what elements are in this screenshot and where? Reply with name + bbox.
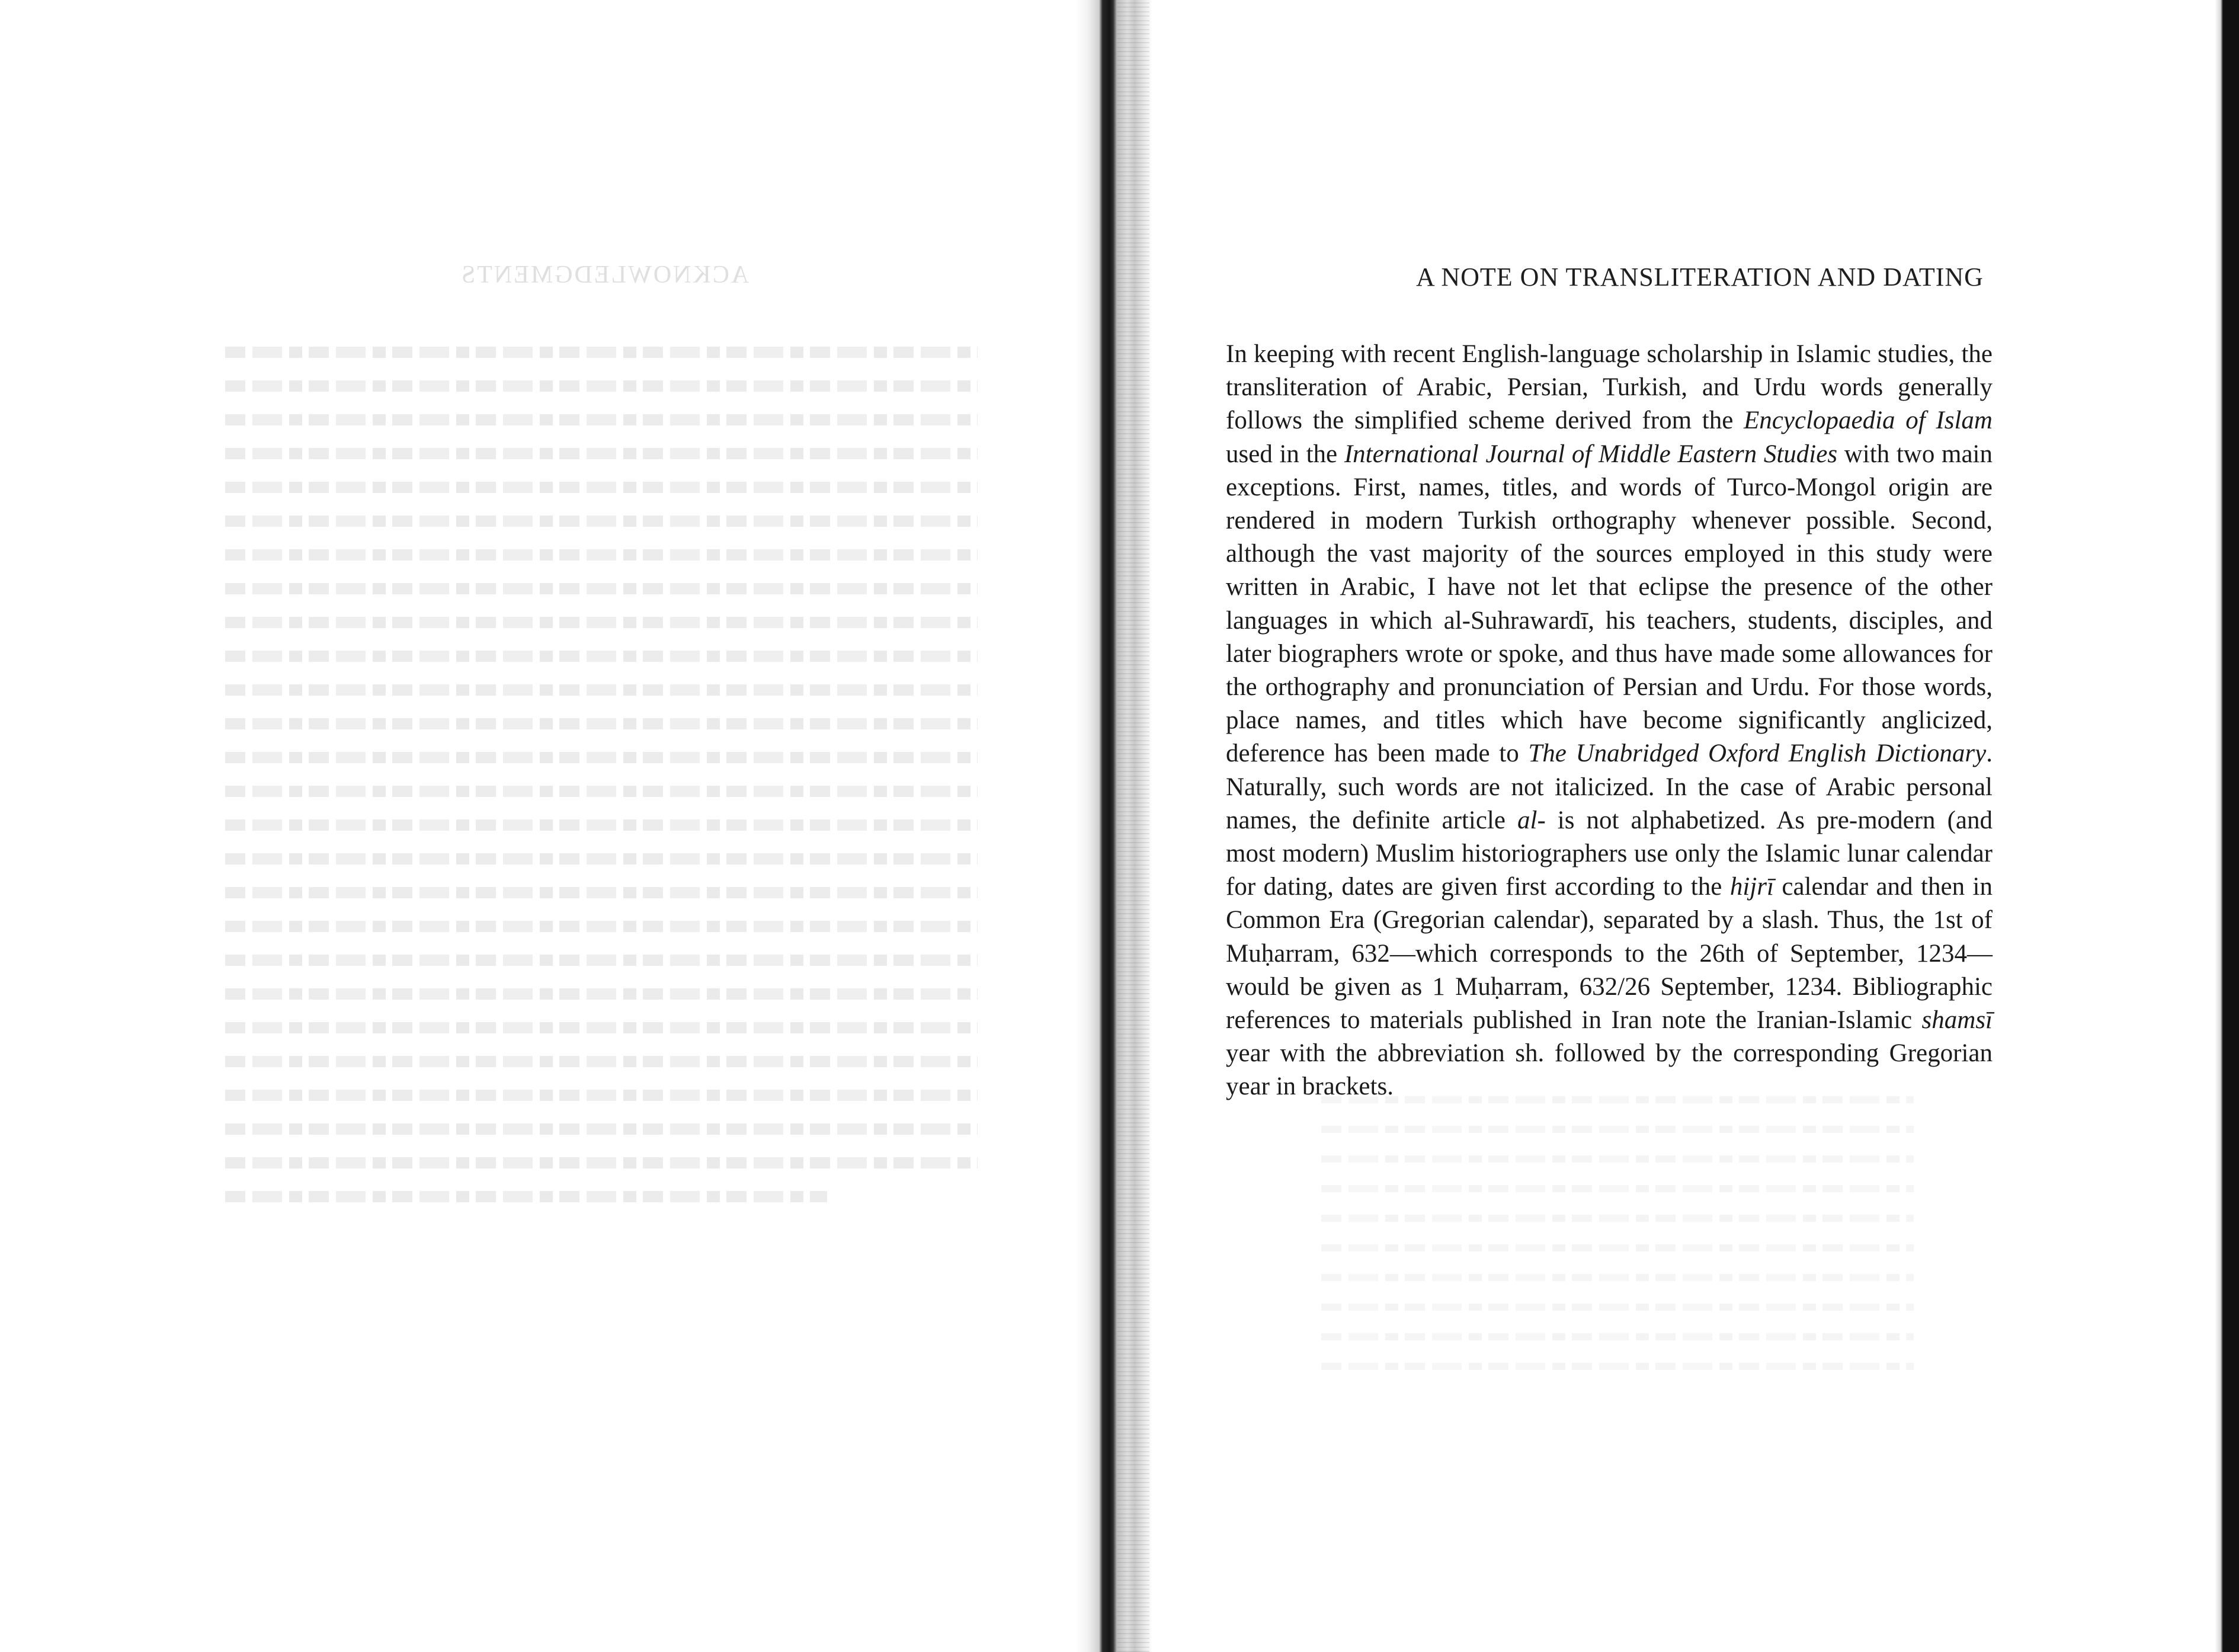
text-run: . Naturally, such words are not italicized. In the case of Arabic personal names, the definite article: [1226, 739, 1993, 834]
show-through-line: [225, 651, 978, 662]
show-through-line: [225, 988, 978, 1000]
show-through-line: [225, 1056, 978, 1067]
show-through-line: [225, 1022, 978, 1033]
show-through-line: [1321, 1333, 1914, 1340]
show-through-line: [225, 516, 978, 527]
show-through-line: [225, 887, 978, 898]
text-run: calendar and then in Common Era (Gregorian calendar), separated by a slash. Thus, the 1st of Muḥarram, 632—which corresponds to the 26th of September, 1234—would be given as 1 Muḥarram, 632/26 September, 1234. Bibliographic references to materials published in Iran note the Iranian-Islamic: [1226, 873, 1993, 1035]
show-through-line: [1321, 1244, 1914, 1251]
page-title: A NOTE ON TRANSLITERATION AND DATING: [1416, 262, 1984, 292]
show-through-text: [225, 347, 978, 1225]
text-run: is not alphabetized. As pre-modern (and most modern) Muslim historiographers use only the Islamic lunar calendar for dating, dates are given first according to the: [1226, 806, 1993, 901]
show-through-line: [225, 448, 978, 459]
text-run: In keeping with recent English-language scholarship in Islamic studies, the transliteration of Arabic, Persian, Turkish, and Urdu words generally follows the simplified scheme derived from the: [1226, 340, 1993, 435]
show-through-line: [225, 380, 978, 392]
body-paragraph: [1226, 338, 1993, 1104]
show-through-line: [1321, 1126, 1914, 1133]
show-through-line: [225, 1191, 827, 1202]
show-through-line: [225, 617, 978, 628]
page-edge-shadow: [2215, 0, 2239, 1652]
text-run: with two main exceptions. First, names, titles, and words of Turco-Mongol origin are rendered in modern Turkish orthography whenever possible. Second, although the vast majority of the sources employed in this study were written in Arabic, I have not let that eclipse the presence of the other languages in which al-Suhrawardī, his teachers, students, disciples, and later biographers wrote or spoke, and thus have made some allowances for the orthography and pronunciation of Persian and Urdu. For those words, place names, and titles which have become significantly anglicized, deference has been made to: [1226, 440, 1993, 768]
left-page: [0, 0, 1078, 1652]
italic-run: hijrī: [1729, 873, 1774, 901]
italic-run: al-: [1517, 806, 1546, 834]
italic-run: International Journal of Middle Eastern Studies: [1344, 440, 1838, 468]
show-through-line: [225, 718, 978, 729]
gutter-shadow: [1117, 0, 1149, 1652]
show-through-line: [225, 1157, 978, 1168]
show-through-line: [1321, 1363, 1914, 1370]
show-through-line: [1321, 1185, 1914, 1192]
show-through-line: [1321, 1155, 1914, 1163]
show-through-heading: ACKNOWLEDGMENTS: [459, 261, 749, 289]
show-through-line: [1321, 1096, 1914, 1103]
right-page: [1226, 0, 2174, 1652]
right-show-through: [1321, 1096, 1914, 1392]
show-through-line: [225, 684, 978, 696]
show-through-line: [225, 921, 978, 932]
show-through-line: [225, 347, 978, 358]
show-through-line: [1321, 1274, 1914, 1281]
show-through-line: [1321, 1304, 1914, 1311]
show-through-line: [225, 853, 978, 865]
show-through-line: [225, 549, 978, 561]
show-through-line: [225, 1090, 978, 1101]
show-through-line: [225, 1123, 978, 1135]
show-through-line: [225, 482, 978, 493]
text-run: used in the: [1226, 440, 1344, 468]
italic-run: shamsī: [1921, 1006, 1993, 1035]
show-through-line: [225, 955, 978, 966]
italic-run: The Unabridged Oxford English Dictionary: [1528, 739, 1987, 768]
show-through-line: [225, 414, 978, 425]
show-through-line: [225, 583, 978, 594]
show-through-line: [1321, 1215, 1914, 1222]
show-through-line: [225, 786, 978, 797]
show-through-line: [225, 819, 978, 831]
italic-run: Encyclopaedia of Islam: [1744, 406, 1993, 435]
text-run: year with the abbreviation sh. followed by the corresponding Gregorian year in brackets.: [1226, 1039, 1993, 1101]
show-through-line: [225, 752, 978, 763]
